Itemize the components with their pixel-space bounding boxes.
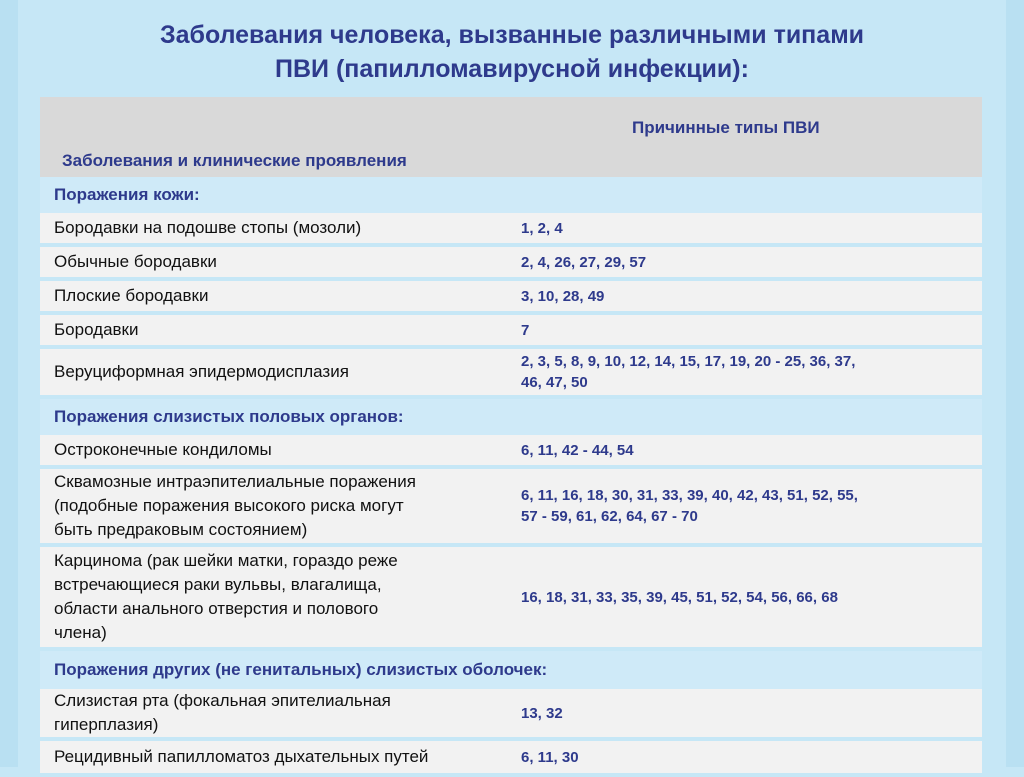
hpv-types — [512, 547, 982, 651]
hpv-types — [512, 435, 982, 469]
title-line-2: ПВИ (папилломавирусной инфекции): — [275, 55, 749, 83]
disease-name-line: Остроконечные кондиломы — [54, 440, 272, 459]
table-row — [40, 469, 982, 547]
table-row — [40, 435, 982, 469]
table-row — [40, 247, 982, 281]
disease-name — [40, 349, 512, 399]
disease-name-line: Бородавки — [54, 320, 139, 339]
table-row — [40, 315, 982, 349]
table-row — [40, 213, 982, 247]
disease-name-line: Плоские бородавки — [54, 286, 209, 305]
header-diseases: Заболевания и клинические проявления — [40, 97, 512, 177]
hpv-types — [512, 469, 982, 547]
hpv-types-line: 1, 2, 4 — [521, 219, 563, 237]
left-border-stripe — [0, 0, 18, 767]
disease-name-line: гиперплазия) — [54, 715, 159, 734]
disease-name-line: Карцинома (рак шейки матки, гораздо реже — [54, 551, 398, 570]
header-hpv-types: Причинные типы ПВИ — [512, 97, 982, 177]
disease-name-line: области анального отверстия и полового — [54, 599, 379, 618]
disease-name — [40, 741, 512, 777]
disease-name — [40, 315, 512, 349]
hpv-types-table — [40, 97, 982, 777]
table-header-row — [40, 97, 982, 177]
table-row — [40, 689, 982, 741]
hpv-types-line: 46, 47, 50 — [521, 374, 588, 391]
disease-name-line: Сквамозные интраэпителиальные поражения — [54, 472, 416, 491]
hpv-types-line: 7 — [521, 321, 530, 339]
disease-name-line: Рецидивный папилломатоз дыхательных путей — [54, 747, 429, 766]
table-row — [40, 547, 982, 651]
hpv-types-line: 6, 11, 42 - 44, 54 — [521, 441, 634, 459]
table-body — [40, 177, 982, 777]
disease-name-line: Веруциформная эпидермодисплазия — [54, 362, 349, 381]
right-border-stripe — [1006, 0, 1024, 767]
disease-name — [40, 689, 512, 741]
section-heading: Поражения других (не генитальных) слизистых оболочек: — [40, 651, 982, 689]
hpv-types-line: 6, 11, 30 — [521, 748, 579, 766]
hpv-types-line: 2, 3, 5, 8, 9, 10, 12, 14, 15, 17, 19, 20 - 25, 36, 37, — [521, 353, 856, 370]
section-heading: Поражения слизистых половых органов: — [40, 399, 982, 435]
hpv-types-line: 3, 10, 28, 49 — [521, 287, 605, 305]
disease-name-line: встречающиеся раки вульвы, влагалища, — [54, 575, 382, 594]
hpv-types — [512, 689, 982, 741]
hpv-types — [512, 213, 982, 247]
disease-name — [40, 213, 512, 247]
page-title — [0, 18, 1024, 86]
hpv-types — [512, 281, 982, 315]
hpv-types — [512, 741, 982, 777]
disease-name — [40, 435, 512, 469]
hpv-types-line: 57 - 59, 61, 62, 64, 67 - 70 — [521, 508, 698, 525]
hpv-types-line: 6, 11, 16, 18, 30, 31, 33, 39, 40, 42, 43, 51, 52, 55, — [521, 487, 858, 504]
disease-name-line: быть предраковым состоянием) — [54, 520, 308, 539]
disease-name-line: Слизистая рта (фокальная эпителиальная — [54, 691, 391, 710]
section-heading: Поражения кожи: — [40, 177, 982, 213]
hpv-types-line: 13, 32 — [521, 704, 563, 722]
section-row — [40, 651, 982, 689]
disease-name-line: члена) — [54, 623, 107, 642]
disease-name-line: Бородавки на подошве стопы (мозоли) — [54, 218, 362, 237]
hpv-types-line: 16, 18, 31, 33, 35, 39, 45, 51, 52, 54, 56, 66, 68 — [521, 588, 838, 606]
hpv-types — [512, 247, 982, 281]
title-line-1: Заболевания человека, вызванные различными типами — [159, 21, 865, 49]
disease-name — [40, 281, 512, 315]
table-row — [40, 741, 982, 777]
section-row — [40, 399, 982, 435]
disease-name-line: (подобные поражения высокого риска могут — [54, 496, 404, 515]
disease-name — [40, 469, 512, 547]
hpv-types-line: 2, 4, 26, 27, 29, 57 — [521, 253, 647, 271]
table-row — [40, 349, 982, 399]
disease-name — [40, 547, 512, 651]
disease-name-line: Обычные бородавки — [54, 252, 217, 271]
disease-name — [40, 247, 512, 281]
hpv-types — [512, 349, 982, 399]
table-row — [40, 281, 982, 315]
section-row — [40, 177, 982, 213]
hpv-types — [512, 315, 982, 349]
